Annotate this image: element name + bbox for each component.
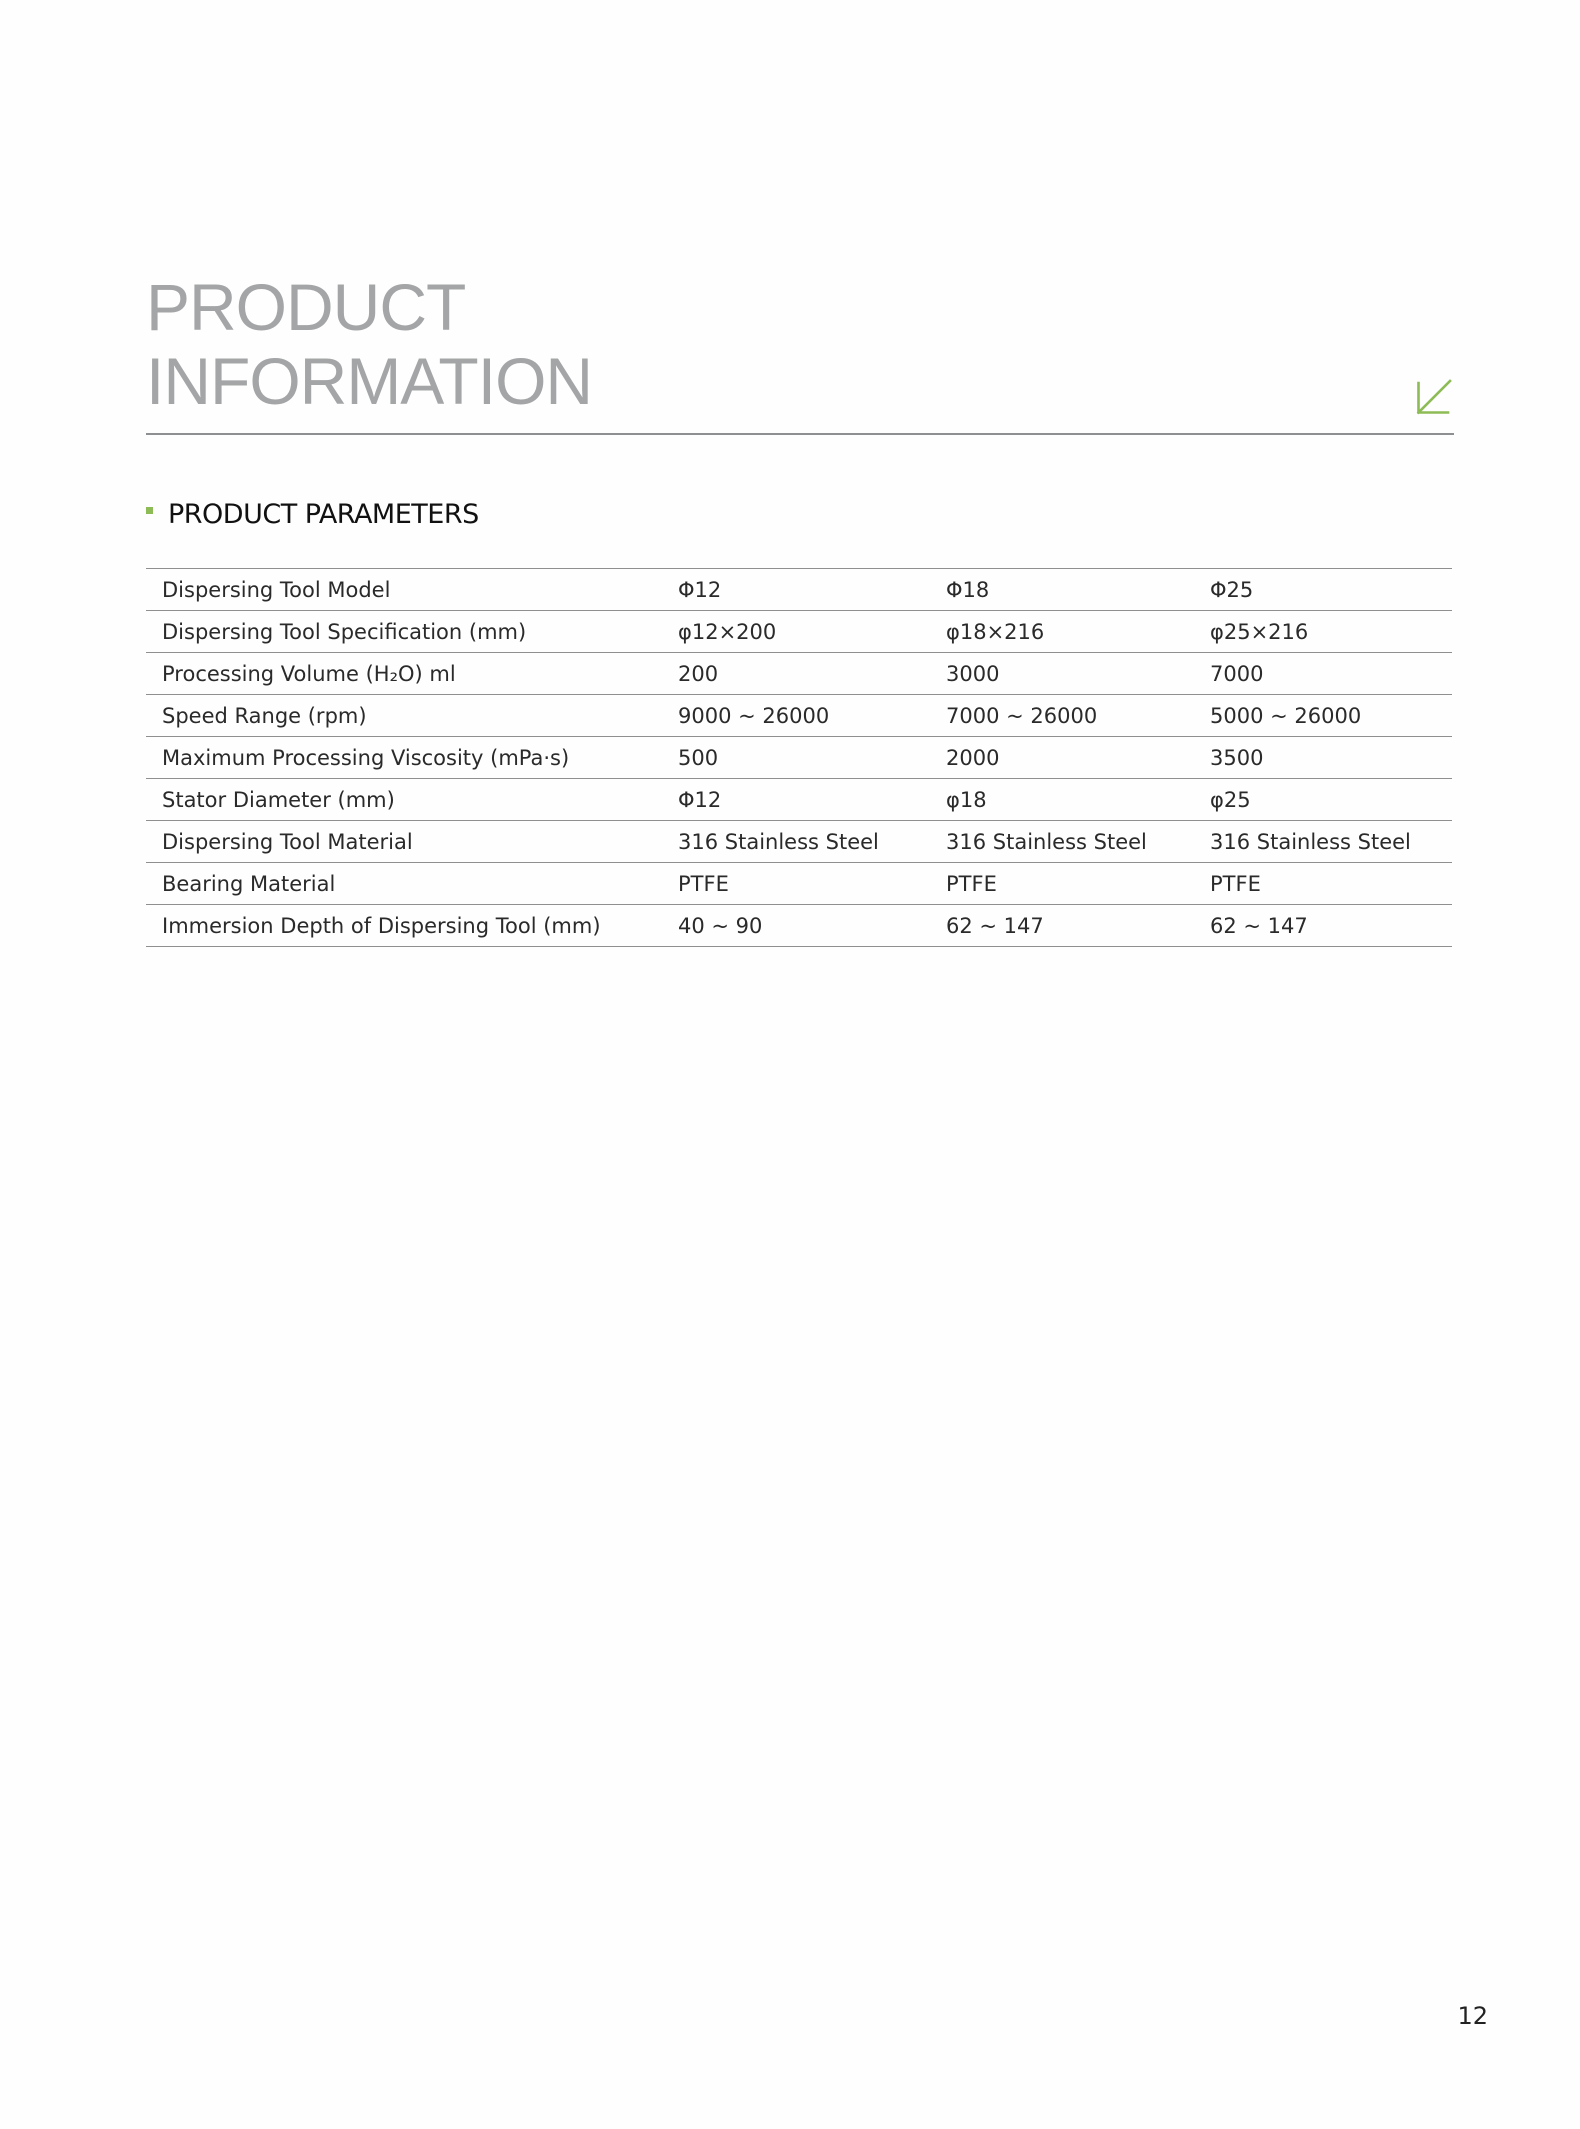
table-row	[146, 863, 1452, 905]
table-cell: 9000 ~ 26000	[678, 695, 946, 737]
table-cell: PTFE	[678, 863, 946, 905]
table-row	[146, 695, 1452, 737]
table-row	[146, 779, 1452, 821]
page-number: 12	[1457, 2002, 1488, 2030]
table-cell: φ25	[1210, 779, 1452, 821]
table-cell: φ25×216	[1210, 611, 1452, 653]
table-cell: φ12×200	[678, 611, 946, 653]
table-cell: φ18×216	[946, 611, 1210, 653]
page-title-line-1: PRODUCT	[146, 270, 466, 344]
table-row	[146, 653, 1452, 695]
row-label: Dispersing Tool Specification (mm)	[146, 611, 678, 653]
table-cell: 5000 ~ 26000	[1210, 695, 1452, 737]
table-cell: Φ25	[1210, 569, 1452, 611]
table-cell: 3000	[946, 653, 1210, 695]
table-cell: Φ12	[678, 569, 946, 611]
table-row	[146, 569, 1452, 611]
section-heading	[146, 496, 479, 532]
table-cell: Φ12	[678, 779, 946, 821]
table-cell: 3500	[1210, 737, 1452, 779]
arrow-down-left-icon	[1415, 378, 1453, 416]
row-label: Immersion Depth of Dispersing Tool (mm)	[146, 905, 678, 947]
table-row	[146, 905, 1452, 947]
section-title: PRODUCT PARAMETERS	[168, 498, 479, 530]
page-title	[146, 270, 592, 418]
row-label: Dispersing Tool Material	[146, 821, 678, 863]
table-cell: 62 ~ 147	[1210, 905, 1452, 947]
table-cell: 7000	[1210, 653, 1452, 695]
row-label: Maximum Processing Viscosity (mPa·s)	[146, 737, 678, 779]
table-cell: 2000	[946, 737, 1210, 779]
row-label: Dispersing Tool Model	[146, 569, 678, 611]
row-label: Processing Volume (H₂O) ml	[146, 653, 678, 695]
table-cell: Φ18	[946, 569, 1210, 611]
table-cell: PTFE	[1210, 863, 1452, 905]
table-cell: 62 ~ 147	[946, 905, 1210, 947]
table-row	[146, 611, 1452, 653]
table-cell: 200	[678, 653, 946, 695]
row-label: Speed Range (rpm)	[146, 695, 678, 737]
table-cell: 7000 ~ 26000	[946, 695, 1210, 737]
row-label: Stator Diameter (mm)	[146, 779, 678, 821]
table-cell: 40 ~ 90	[678, 905, 946, 947]
table-row	[146, 737, 1452, 779]
table-cell: 316 Stainless Steel	[1210, 821, 1452, 863]
product-parameters-table	[146, 568, 1452, 947]
table-cell: φ18	[946, 779, 1210, 821]
row-label: Bearing Material	[146, 863, 678, 905]
table-cell: 316 Stainless Steel	[946, 821, 1210, 863]
page-title-line-2: INFORMATION	[146, 344, 593, 418]
table-cell: PTFE	[946, 863, 1210, 905]
table-row	[146, 821, 1452, 863]
section-bullet-icon	[146, 507, 153, 514]
title-divider	[146, 433, 1454, 435]
table-cell: 316 Stainless Steel	[678, 821, 946, 863]
table-cell: 500	[678, 737, 946, 779]
